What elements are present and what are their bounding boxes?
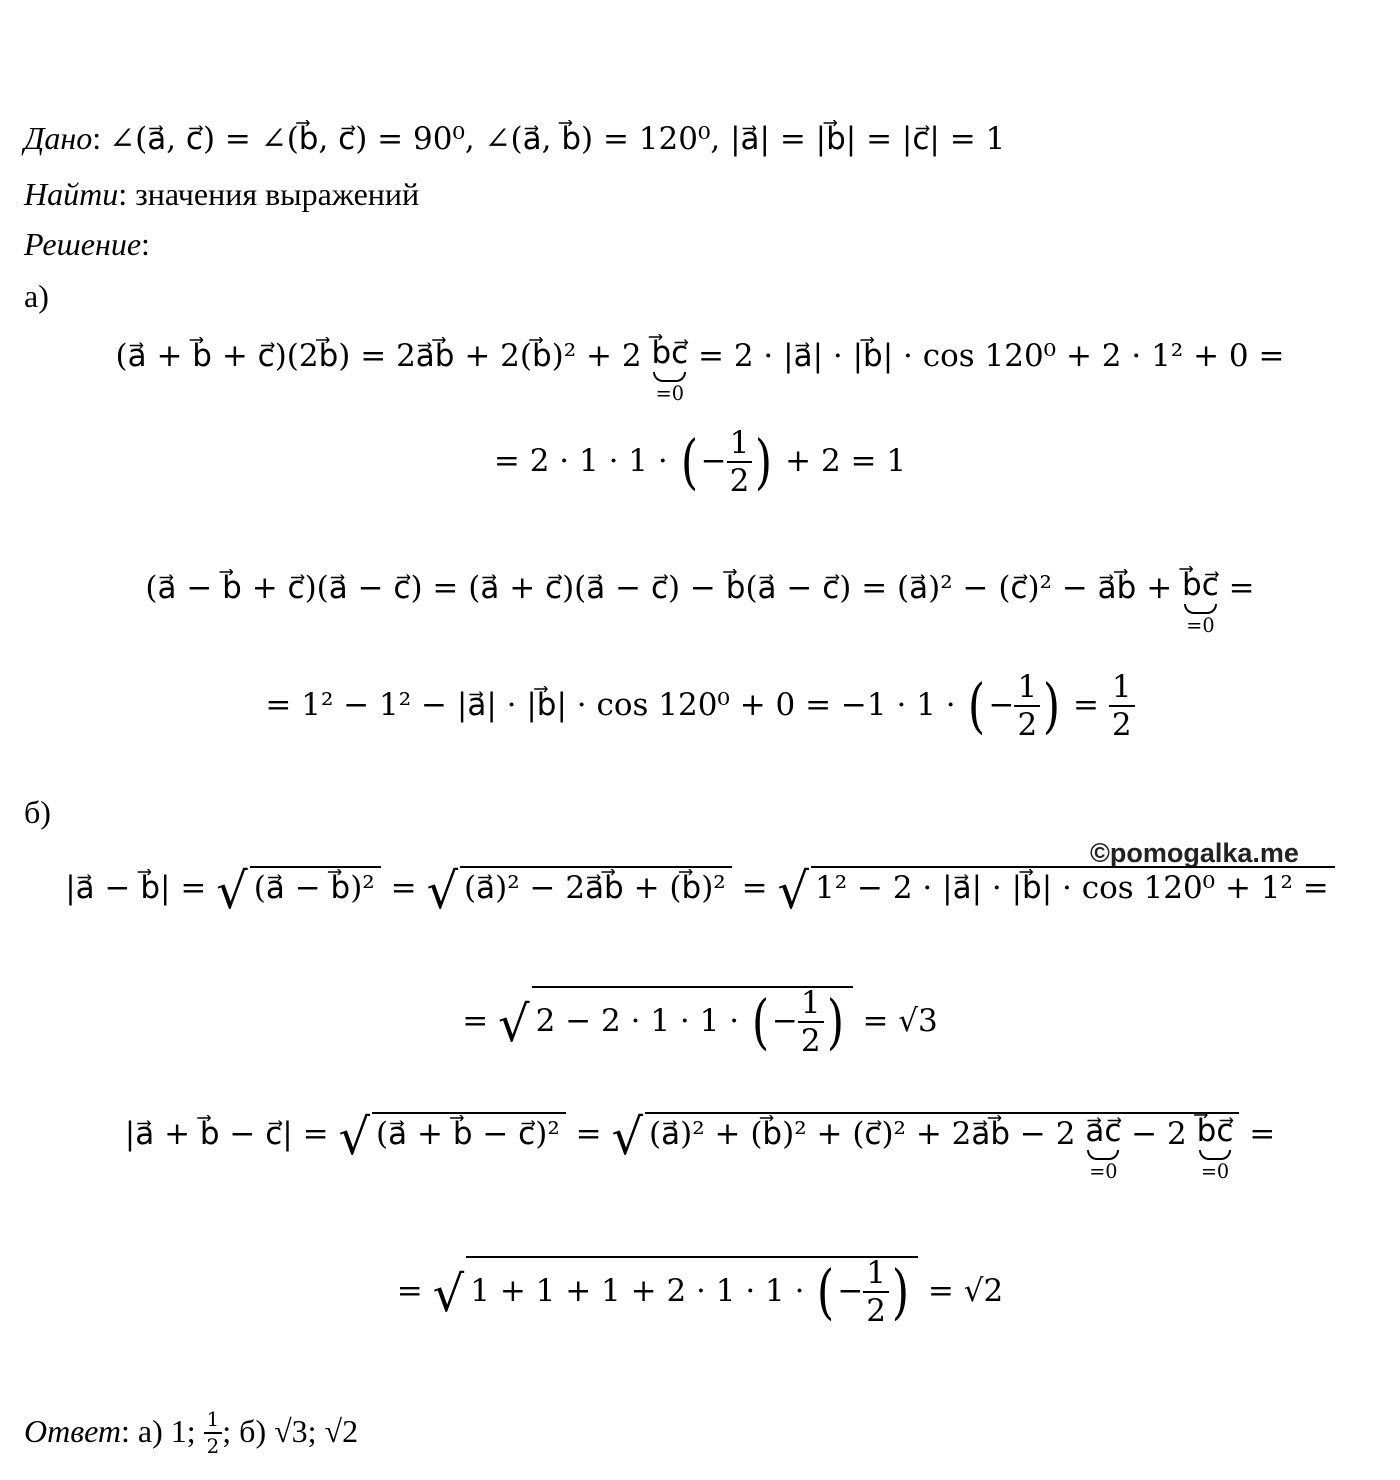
eq2-line2: = 1² − 1² − |a⃗| · |b⃗| · cos 120⁰ + 0 = −1 · 1 · (− $\frac{1}{2}$ ) = $\frac{1}{2}$: [0, 672, 1400, 741]
answer-a: а) 1;: [137, 1412, 204, 1449]
find-label: Найти: [24, 176, 119, 212]
answer-label: Ответ: [24, 1412, 121, 1449]
part-b-label: б): [24, 794, 51, 830]
given-text: ∠(a⃗, c⃗) = ∠(b⃗, c⃗) = 90⁰, ∠(a⃗, b⃗) = 120⁰, |a⃗| = |b⃗| = |c⃗| = 1: [109, 121, 1006, 157]
underbrace-bc: b⃗c⃗ =0: [1182, 567, 1219, 637]
fraction-half: $\frac{1}{2}$: [727, 428, 753, 497]
underbrace-bc: b⃗c⃗ =0: [651, 335, 689, 405]
answer-line: Ответ: а) 1; $\frac{1}{2}$ ; б) √3; √2: [24, 1408, 359, 1458]
fraction-half: $\frac{1}{2}$: [1014, 672, 1040, 741]
fraction-half: $\frac{1}{2}$: [798, 988, 824, 1057]
part-a-label: а): [24, 278, 49, 314]
eq4-line2: = √ 1 + 1 + 1 + 2 · 1 · 1 · (− $\frac{1}{2}$ ) = √2: [396, 1255, 1004, 1329]
underbrace-bc: b⃗c⃗ =0: [1196, 1113, 1234, 1183]
solution-line: Решение:: [24, 226, 150, 262]
given-label: Дано: [24, 120, 93, 156]
answer-b: ; б) √3; √2: [222, 1412, 359, 1449]
find-text: значения выражений: [135, 176, 420, 212]
eq3-line2: = √ 2 − 2 · 1 · 1 · (− $\frac{1}{2}$ ) = √3: [462, 985, 938, 1059]
answer-fraction-half: $\frac{1}{2}$: [204, 1410, 223, 1457]
eq1-line2: = 2 · 1 · 1 · (− $\frac{1}{2}$ ) + 2 = 1: [493, 425, 907, 499]
underbrace-ac: a⃗c⃗ =0: [1085, 1113, 1122, 1183]
find-line: Найти: значения выражений: [24, 176, 420, 212]
eq4-line1: |a⃗ + b⃗ − c⃗| = √ (a⃗ + b⃗ − c⃗)² = √ (a⃗)² + (b⃗)² + (c⃗)² + 2a⃗b⃗ − 2 a⃗c⃗ =0 − 2 b⃗c⃗ =0 =: [124, 1107, 1276, 1183]
fraction-half-result: $\frac{1}{2}$: [1109, 672, 1135, 741]
eq3-line1: |a⃗ − b⃗| = √ (a⃗ − b⃗)² = √ (a⃗)² − 2a⃗b⃗ + (b⃗)² = √ 1² − 2 · |a⃗| · |b⃗| · cos 120⁰ + 1² =: [0, 866, 1400, 917]
watermark: ©pomogalka.me: [1090, 838, 1299, 868]
solution-label: Решение: [24, 226, 142, 262]
eq1-line1: (a⃗ + b⃗ + c⃗)(2b⃗) = 2a⃗b⃗ + 2(b⃗)² + 2 b⃗c⃗ =0 = 2 · |a⃗| · |b⃗| · cos 120⁰ + 2 · 1² + 0 =: [115, 335, 1285, 405]
given-line: Дано: ∠(a⃗, c⃗) = ∠(b⃗, c⃗) = 90⁰, ∠(a⃗, b⃗) = 120⁰, |a⃗| = |b⃗| = |c⃗| = 1: [24, 120, 1006, 157]
fraction-half: $\frac{1}{2}$: [863, 1258, 889, 1327]
eq2-line1: (a⃗ − b⃗ + c⃗)(a⃗ − c⃗) = (a⃗ + c⃗)(a⃗ − c⃗) − b⃗(a⃗ − c⃗) = (a⃗)² − (c⃗)² − a⃗b⃗ + b⃗c⃗ =0 =: [145, 567, 1255, 637]
